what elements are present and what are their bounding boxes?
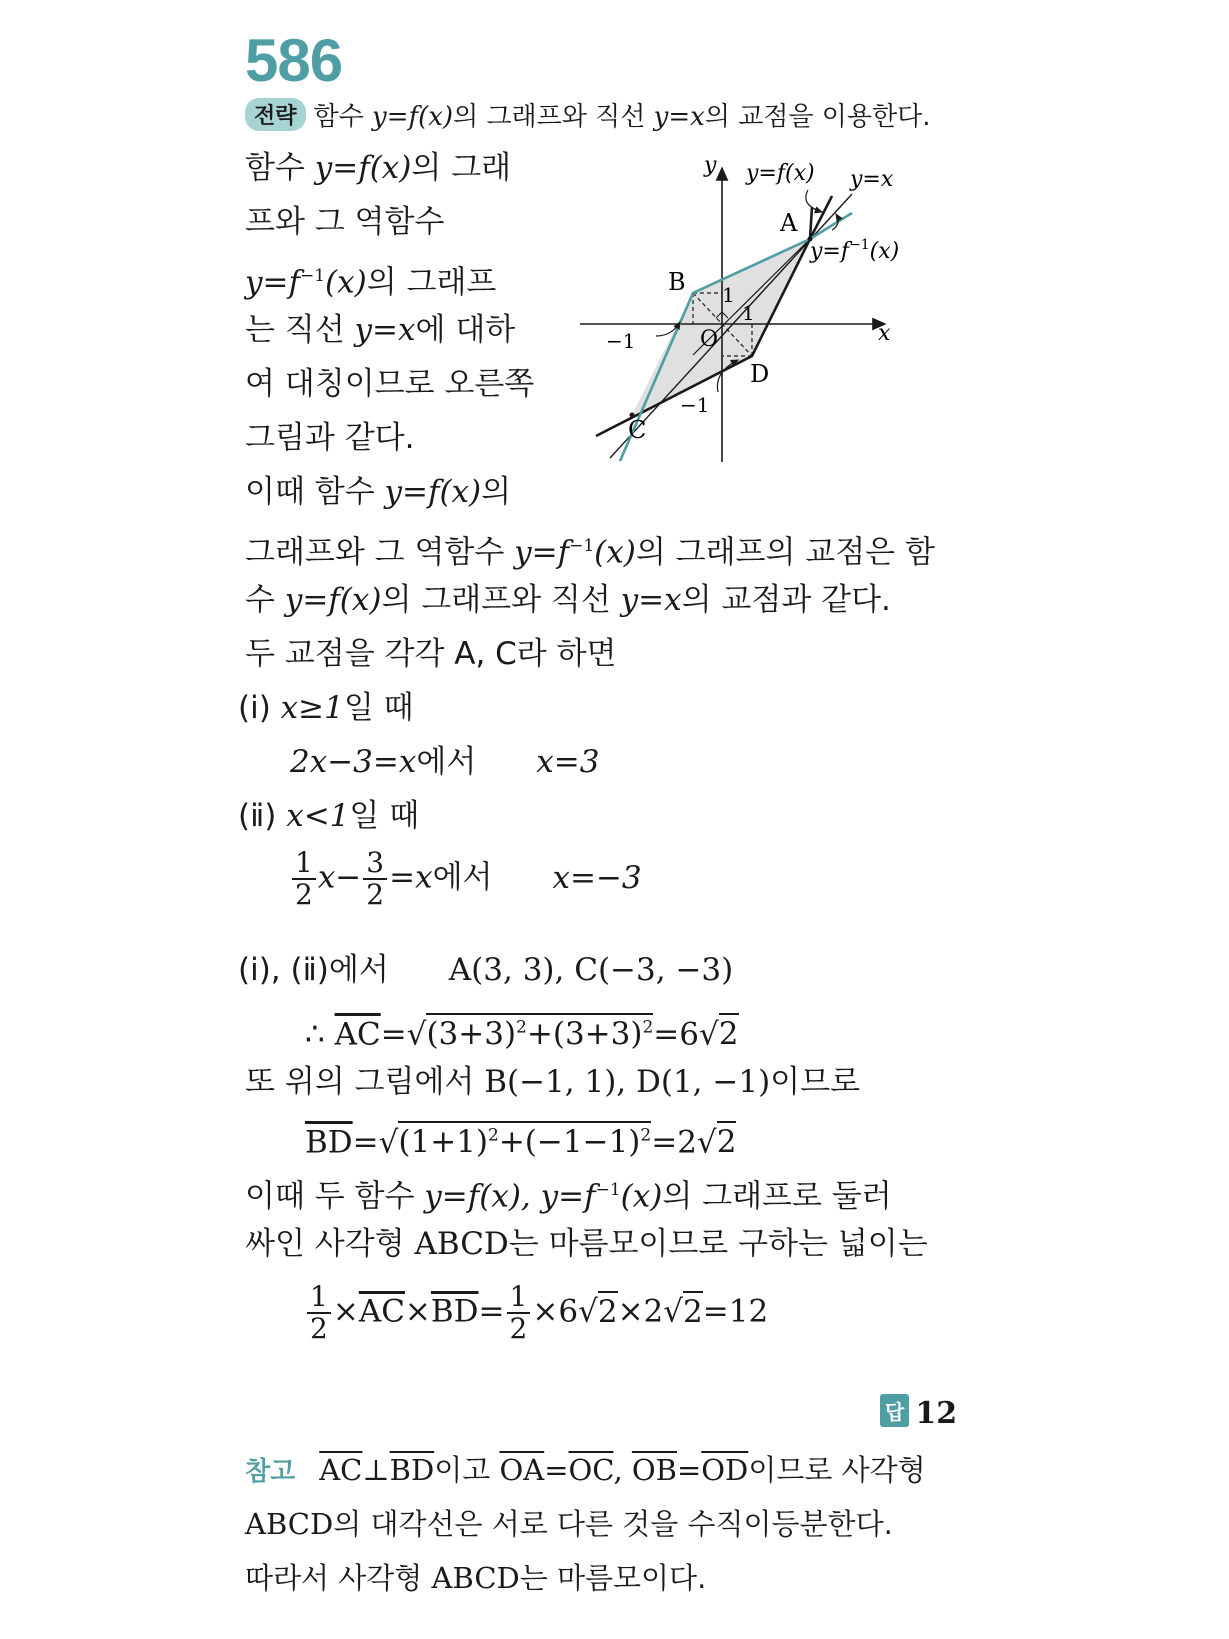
case2-equation: $\frac{1}{2}$ x− $\frac{3}{2}$ =x에서 x=−3	[290, 848, 642, 910]
problem-number: 586	[245, 27, 343, 94]
body-line-10: 두 교점을 각각 A, C라 하면	[245, 636, 617, 672]
final-line-2: 싸인 사각형 ABCD는 마름모이므로 구하는 넓이는	[245, 1226, 928, 1262]
note-label: 참고	[245, 1457, 296, 1487]
body-line-7: 이때 함수 y=f(x)의	[245, 474, 512, 510]
body-line-1: 함수 y=f(x)의 그래	[245, 150, 512, 186]
ac-length-line: ∴ $\overline{AC}=√(3+3)^2+(3+3)^2=6√2$	[305, 1008, 739, 1054]
area-equation: $\frac{1}{2}$ $\times\overline{AC}\times\overline{BD}=$ $\frac{1}{2}$ ×6√2×2√2=12	[305, 1282, 768, 1344]
x-axis-label: x	[878, 321, 891, 346]
body-line-2: 프와 그 역함수	[245, 204, 445, 240]
final-line-1: 이때 두 함수 y=f(x), $y=f^{-1}(x)$의 그래프로 둘러	[245, 1178, 892, 1215]
answer	[880, 1394, 957, 1431]
point-a-label: A	[780, 209, 798, 237]
body-line-9: 수 y=f(x)의 그래프와 직선 y=x의 교점과 같다.	[245, 582, 891, 618]
case1-heading: (ⅰ) x≥1일 때	[238, 690, 414, 726]
strategy-line: 전략 함수 y=f(x)의 그래프와 직선 y=x의 교점을 이용한다.	[245, 96, 931, 133]
answer-label: 답	[880, 1394, 909, 1427]
bd-intro-line: 또 위의 그림에서 B(−1, 1), D(1, −1)이므로	[245, 1064, 861, 1100]
point-b-label: B	[668, 268, 686, 296]
body-line-6: 그림과 같다.	[245, 420, 415, 456]
point-c-label: C	[628, 416, 647, 444]
tick-minus1-x: −1	[606, 329, 636, 353]
body-line-8: 그래프와 그 역함수 $y=f^{-1}(x)$의 그래프의 교점은 함	[245, 534, 935, 571]
label-y-f-inverse: $y=f^{-1}(x)$	[810, 237, 900, 264]
tick-1-y: 1	[722, 283, 735, 307]
answer-value: 12	[915, 1396, 958, 1431]
bd-length-line: $\overline{BD}=√(1+1)^2+(-1-1)^2=2√2$	[305, 1116, 736, 1162]
tick-minus1-y: −1	[680, 393, 710, 417]
strategy-badge: 전략	[245, 98, 306, 131]
graph-figure	[570, 150, 960, 470]
tick-1-x: 1	[742, 301, 755, 325]
case2-heading: (ⅱ) x<1일 때	[238, 798, 420, 834]
body-line-5: 여 대칭이므로 오른쪽	[245, 366, 535, 402]
note-line-3: 따라서 사각형 ABCD는 마름모이다.	[245, 1561, 707, 1595]
body-line-3: $y=f^{-1}(x)$의 그래프	[245, 264, 497, 301]
label-y-f-x: y=f(x)	[746, 161, 815, 186]
points-line: (ⅰ), (ⅱ)에서 A(3, 3), C(−3, −3)	[238, 952, 734, 988]
note-line-2: ABCD의 대각선은 서로 다른 것을 수직이등분한다.	[245, 1507, 893, 1541]
origin-label: O	[700, 327, 719, 352]
body-line-4: 는 직선 y=x에 대하	[245, 312, 516, 348]
note-line-1: 참고 $\overline{AC}\perp\overline{BD}$이고 $\overline{OA}=\overline{OC}$, $\overline{OB}=\overline{OD}$이므로 사각형	[245, 1453, 926, 1487]
case1-equation: 2x−3=x에서 x=3	[290, 744, 600, 780]
label-y-x: y=x	[850, 167, 894, 192]
y-axis-label: y	[704, 153, 717, 178]
point-d-label: D	[750, 360, 770, 388]
